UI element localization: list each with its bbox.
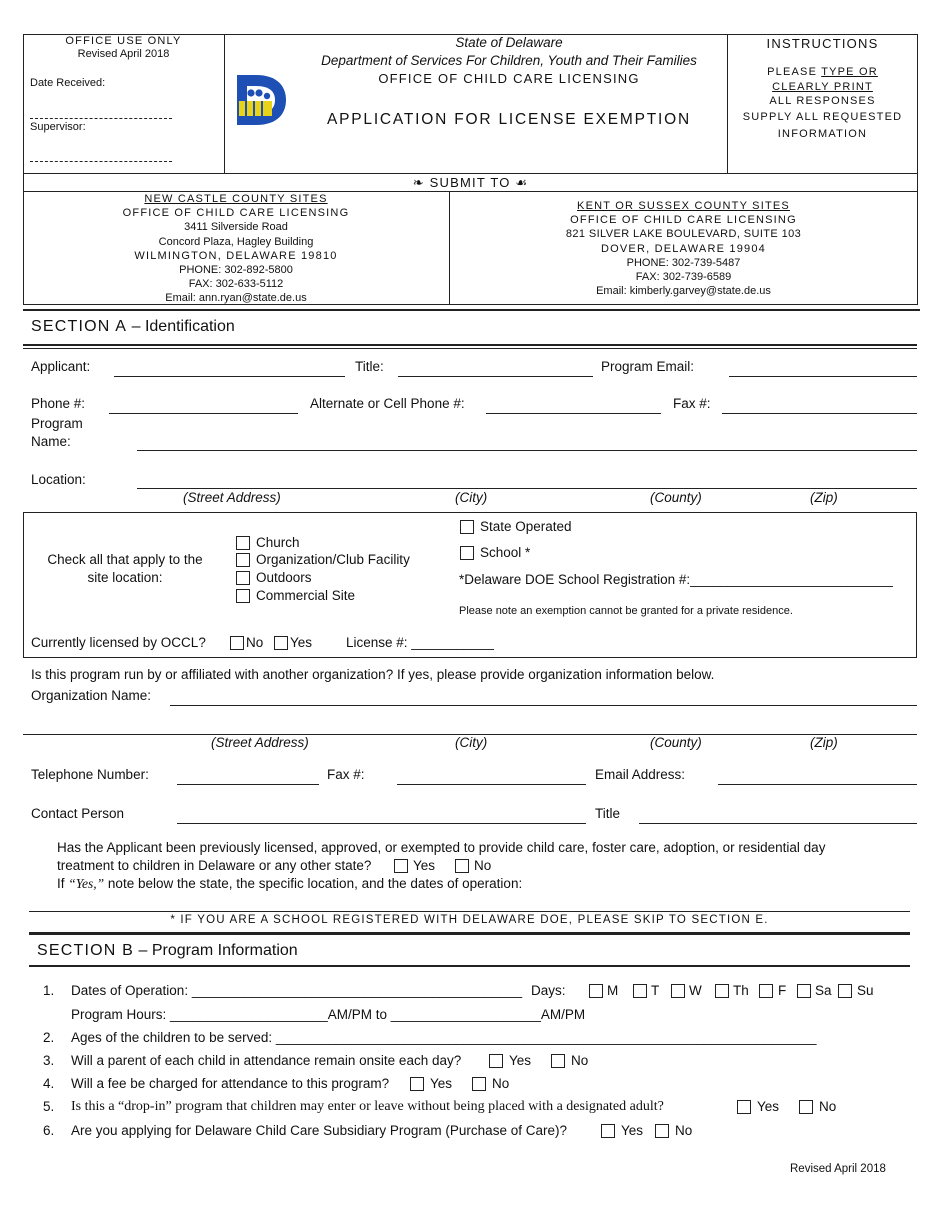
org-club-label: Organization/Club Facility xyxy=(256,552,410,567)
q4-yes-checkbox[interactable] xyxy=(410,1077,424,1091)
day-f-checkbox[interactable] xyxy=(759,984,773,998)
title-field[interactable] xyxy=(398,376,593,377)
if-yes-note: If “Yes,” note below the state, the specific location, and the dates of operation: xyxy=(57,876,523,891)
ks-sites-title: KENT OR SUSSEX COUNTY SITES xyxy=(577,200,790,212)
instructions-line3: ALL RESPONSES xyxy=(769,95,876,107)
state-operated-checkbox[interactable] xyxy=(460,520,474,534)
instructions-line5: INFORMATION xyxy=(777,128,868,140)
section-rule xyxy=(23,344,917,346)
ks-office: OFFICE OF CHILD CARE LICENSING xyxy=(570,214,797,226)
day-sa-label: Sa xyxy=(815,983,832,998)
state-title: State of Delaware xyxy=(455,35,563,50)
q4-no-label: No xyxy=(492,1076,510,1091)
day-su-label: Su xyxy=(857,983,874,998)
supervisor-label: Supervisor: xyxy=(30,121,86,133)
check-all-label-1: Check all that apply to the xyxy=(47,552,203,567)
contact-person-field[interactable] xyxy=(177,823,586,824)
telephone-field[interactable] xyxy=(177,784,319,785)
ks-fax: FAX: 302-739-6589 xyxy=(635,271,732,283)
section-rule xyxy=(29,911,910,912)
org-fax-label: Fax #: xyxy=(327,767,365,782)
day-t-checkbox[interactable] xyxy=(633,984,647,998)
q2-number: 2. xyxy=(43,1030,55,1045)
telephone-label: Telephone Number: xyxy=(31,767,149,782)
outdoors-checkbox[interactable] xyxy=(236,571,250,585)
q3-number: 3. xyxy=(43,1053,55,1068)
section-a-title: SECTION A – Identification xyxy=(31,318,235,335)
email-address-field[interactable] xyxy=(718,784,917,785)
day-w-label: W xyxy=(689,983,702,998)
day-sa-checkbox[interactable] xyxy=(797,984,811,998)
q6-no-checkbox[interactable] xyxy=(655,1124,669,1138)
name-label: Name: xyxy=(31,434,71,449)
section-rule xyxy=(29,965,910,967)
program-email-label: Program Email: xyxy=(601,359,695,374)
q5-yes-label: Yes xyxy=(757,1099,780,1114)
nc-sites-title: NEW CASTLE COUNTY SITES xyxy=(144,193,328,205)
phone-label: Phone #: xyxy=(31,396,86,411)
section-rule xyxy=(23,309,920,311)
program-hours-field[interactable]: Program Hours: _____________________AM/PM to ____________________AM/PM xyxy=(71,1007,586,1022)
previous-yes-label: Yes xyxy=(413,858,436,873)
nc-office: OFFICE OF CHILD CARE LICENSING xyxy=(122,207,350,219)
q4-no-checkbox[interactable] xyxy=(472,1077,486,1091)
org-city-hint: (City) xyxy=(455,735,488,750)
ks-email[interactable]: Email: kimberly.garvey@state.de.us xyxy=(596,285,771,297)
ages-served-field[interactable]: Ages of the children to be served: ________________________________________________________________________ xyxy=(71,1030,817,1045)
school-label: School * xyxy=(480,545,531,560)
supervisor-field[interactable] xyxy=(30,161,172,162)
q4-question: Will a fee be charged for attendance to this program? xyxy=(71,1076,390,1091)
day-th-label: Th xyxy=(733,983,749,998)
title-label: Title: xyxy=(355,359,384,374)
delaware-logo-icon xyxy=(234,72,288,128)
q4-yes-label: Yes xyxy=(430,1076,453,1091)
org-county-hint: (County) xyxy=(650,735,702,750)
ks-addr1: 821 SILVER LAKE BOULEVARD, SUITE 103 xyxy=(565,228,802,240)
day-t-label: T xyxy=(651,983,660,998)
q4-number: 4. xyxy=(43,1076,55,1091)
licensed-yes-checkbox[interactable] xyxy=(274,636,288,650)
applicant-field[interactable] xyxy=(114,376,345,377)
licensed-no-label: No xyxy=(246,635,264,650)
private-residence-note: Please note an exemption cannot be granted for a private residence. xyxy=(459,605,793,617)
instructions-line4: SUPPLY ALL REQUESTED xyxy=(742,111,903,123)
school-checkbox[interactable] xyxy=(460,546,474,560)
program-email-field[interactable] xyxy=(729,376,917,377)
fleuron-right-icon: ☙ xyxy=(515,175,529,190)
previous-license-question-1: Has the Applicant been previously licensed, approved, or exempted to provide child care, foster care, adoption, or residential day xyxy=(57,840,826,855)
q6-number: 6. xyxy=(43,1123,55,1138)
dates-of-operation-field[interactable]: Dates of Operation: ____________________________________________ xyxy=(71,983,523,998)
department-title: Department of Services For Children, Youth and Their Families xyxy=(321,53,697,68)
days-label: Days: xyxy=(531,983,566,998)
q6-yes-checkbox[interactable] xyxy=(601,1124,615,1138)
org-name-field[interactable] xyxy=(170,705,917,706)
q6-no-label: No xyxy=(675,1123,693,1138)
program-label: Program xyxy=(31,416,83,431)
q5-no-checkbox[interactable] xyxy=(799,1100,813,1114)
contact-title-label: Title xyxy=(595,806,621,821)
nc-addr2: Concord Plaza, Hagley Building xyxy=(158,236,314,248)
q3-yes-checkbox[interactable] xyxy=(489,1054,503,1068)
check-all-label-2: site location: xyxy=(87,570,163,585)
phone-field[interactable] xyxy=(109,413,298,414)
section-b-title: SECTION B – Program Information xyxy=(37,942,298,959)
previous-no-label: No xyxy=(474,858,492,873)
nc-addr1: 3411 Silverside Road xyxy=(184,221,288,233)
q5-yes-checkbox[interactable] xyxy=(737,1100,751,1114)
instructions-title: INSTRUCTIONS xyxy=(766,36,879,51)
church-label: Church xyxy=(256,535,300,550)
fax-label: Fax #: xyxy=(673,396,711,411)
org-street-hint: (Street Address) xyxy=(211,735,309,750)
q3-question: Will a parent of each child in attendance remain onsite each day? xyxy=(71,1053,462,1068)
day-f-label: F xyxy=(778,983,787,998)
nc-phone: PHONE: 302-892-5800 xyxy=(179,264,293,276)
header-divider xyxy=(224,34,225,174)
county-hint: (County) xyxy=(650,490,702,505)
licensed-question: Currently licensed by OCCL? xyxy=(31,635,206,650)
q1-number: 1. xyxy=(43,983,55,998)
q6-question: Are you applying for Delaware Child Care Subsidiary Program (Purchase of Care)? xyxy=(71,1123,567,1138)
affiliated-question: Is this program run by or affiliated with another organization? If yes, please provide organization information below. xyxy=(31,667,715,682)
date-received-field[interactable] xyxy=(30,118,172,119)
nc-city: WILMINGTON, DELAWARE 19810 xyxy=(134,250,338,262)
header-rule xyxy=(23,173,918,174)
instructions-line1: PLEASE TYPE OR xyxy=(767,66,878,78)
q6-yes-label: Yes xyxy=(621,1123,644,1138)
day-m-label: M xyxy=(607,983,619,998)
org-zip-hint: (Zip) xyxy=(810,735,838,750)
office-revised: Revised April 2018 xyxy=(77,48,170,60)
day-su-checkbox[interactable] xyxy=(838,984,852,998)
header-rule xyxy=(23,191,918,192)
q3-no-checkbox[interactable] xyxy=(551,1054,565,1068)
page-title: APPLICATION FOR LICENSE EXEMPTION xyxy=(326,111,691,128)
previous-no-checkbox[interactable] xyxy=(455,859,469,873)
email-address-label: Email Address: xyxy=(595,767,686,782)
office-use-label: OFFICE USE ONLY xyxy=(65,35,182,47)
doe-registration-field[interactable]: *Delaware DOE School Registration #:___________________________ xyxy=(459,572,893,587)
outdoors-label: Outdoors xyxy=(256,570,312,585)
day-m-checkbox[interactable] xyxy=(589,984,603,998)
submit-to-label: ❧ SUBMIT TO ☙ xyxy=(412,175,529,190)
location-field[interactable] xyxy=(137,488,917,489)
licensed-yes-label: Yes xyxy=(290,635,313,650)
org-fax-field[interactable] xyxy=(397,784,586,785)
commercial-label: Commercial Site xyxy=(256,588,356,603)
instructions-line2: CLEARLY PRINT xyxy=(772,81,873,93)
nc-fax: FAX: 302-633-5112 xyxy=(188,278,284,290)
ks-phone: PHONE: 302-739-5487 xyxy=(626,257,741,269)
zip-hint: (Zip) xyxy=(810,490,838,505)
fax-field[interactable] xyxy=(722,413,917,414)
program-name-field[interactable] xyxy=(137,450,917,451)
q3-yes-label: Yes xyxy=(509,1053,532,1068)
footer-revised: Revised April 2018 xyxy=(790,1163,886,1175)
section-rule xyxy=(29,932,910,935)
previous-yes-checkbox[interactable] xyxy=(394,859,408,873)
applicant-label: Applicant: xyxy=(31,359,91,374)
day-w-checkbox[interactable] xyxy=(671,984,685,998)
license-number-field[interactable]: License #: ___________ xyxy=(346,635,494,650)
q5-number: 5. xyxy=(43,1099,55,1114)
contact-person-label: Contact Person xyxy=(31,806,125,821)
street-hint: (Street Address) xyxy=(183,490,281,505)
city-hint: (City) xyxy=(455,490,488,505)
q3-no-label: No xyxy=(571,1053,589,1068)
fleuron-left-icon: ❧ xyxy=(412,175,425,190)
q5-question: Is this a “drop-in” program that children may enter or leave without being placed with a designated adult? xyxy=(71,1099,664,1114)
alt-phone-field[interactable] xyxy=(486,413,661,414)
day-th-checkbox[interactable] xyxy=(715,984,729,998)
section-rule xyxy=(23,348,917,349)
org-name-label: Organization Name: xyxy=(31,688,152,703)
office-title: OFFICE OF CHILD CARE LICENSING xyxy=(378,71,640,86)
church-checkbox[interactable] xyxy=(236,536,250,550)
date-received-label: Date Received: xyxy=(30,77,106,89)
commercial-checkbox[interactable] xyxy=(236,589,250,603)
state-operated-label: State Operated xyxy=(480,519,572,534)
contact-title-field[interactable] xyxy=(639,823,917,824)
previous-license-question-2: treatment to children in Delaware or any other state? xyxy=(57,858,372,873)
nc-email[interactable]: Email: ann.ryan@state.de.us xyxy=(165,292,307,304)
licensed-no-checkbox[interactable] xyxy=(230,636,244,650)
skip-to-section-e-note: * IF YOU ARE A SCHOOL REGISTERED WITH DELAWARE DOE, PLEASE SKIP TO SECTION E. xyxy=(170,914,769,926)
alt-phone-label: Alternate or Cell Phone #: xyxy=(310,396,465,411)
q5-no-label: No xyxy=(819,1099,837,1114)
ks-city: DOVER, DELAWARE 19904 xyxy=(601,243,766,255)
location-label: Location: xyxy=(31,472,86,487)
org-club-checkbox[interactable] xyxy=(236,553,250,567)
